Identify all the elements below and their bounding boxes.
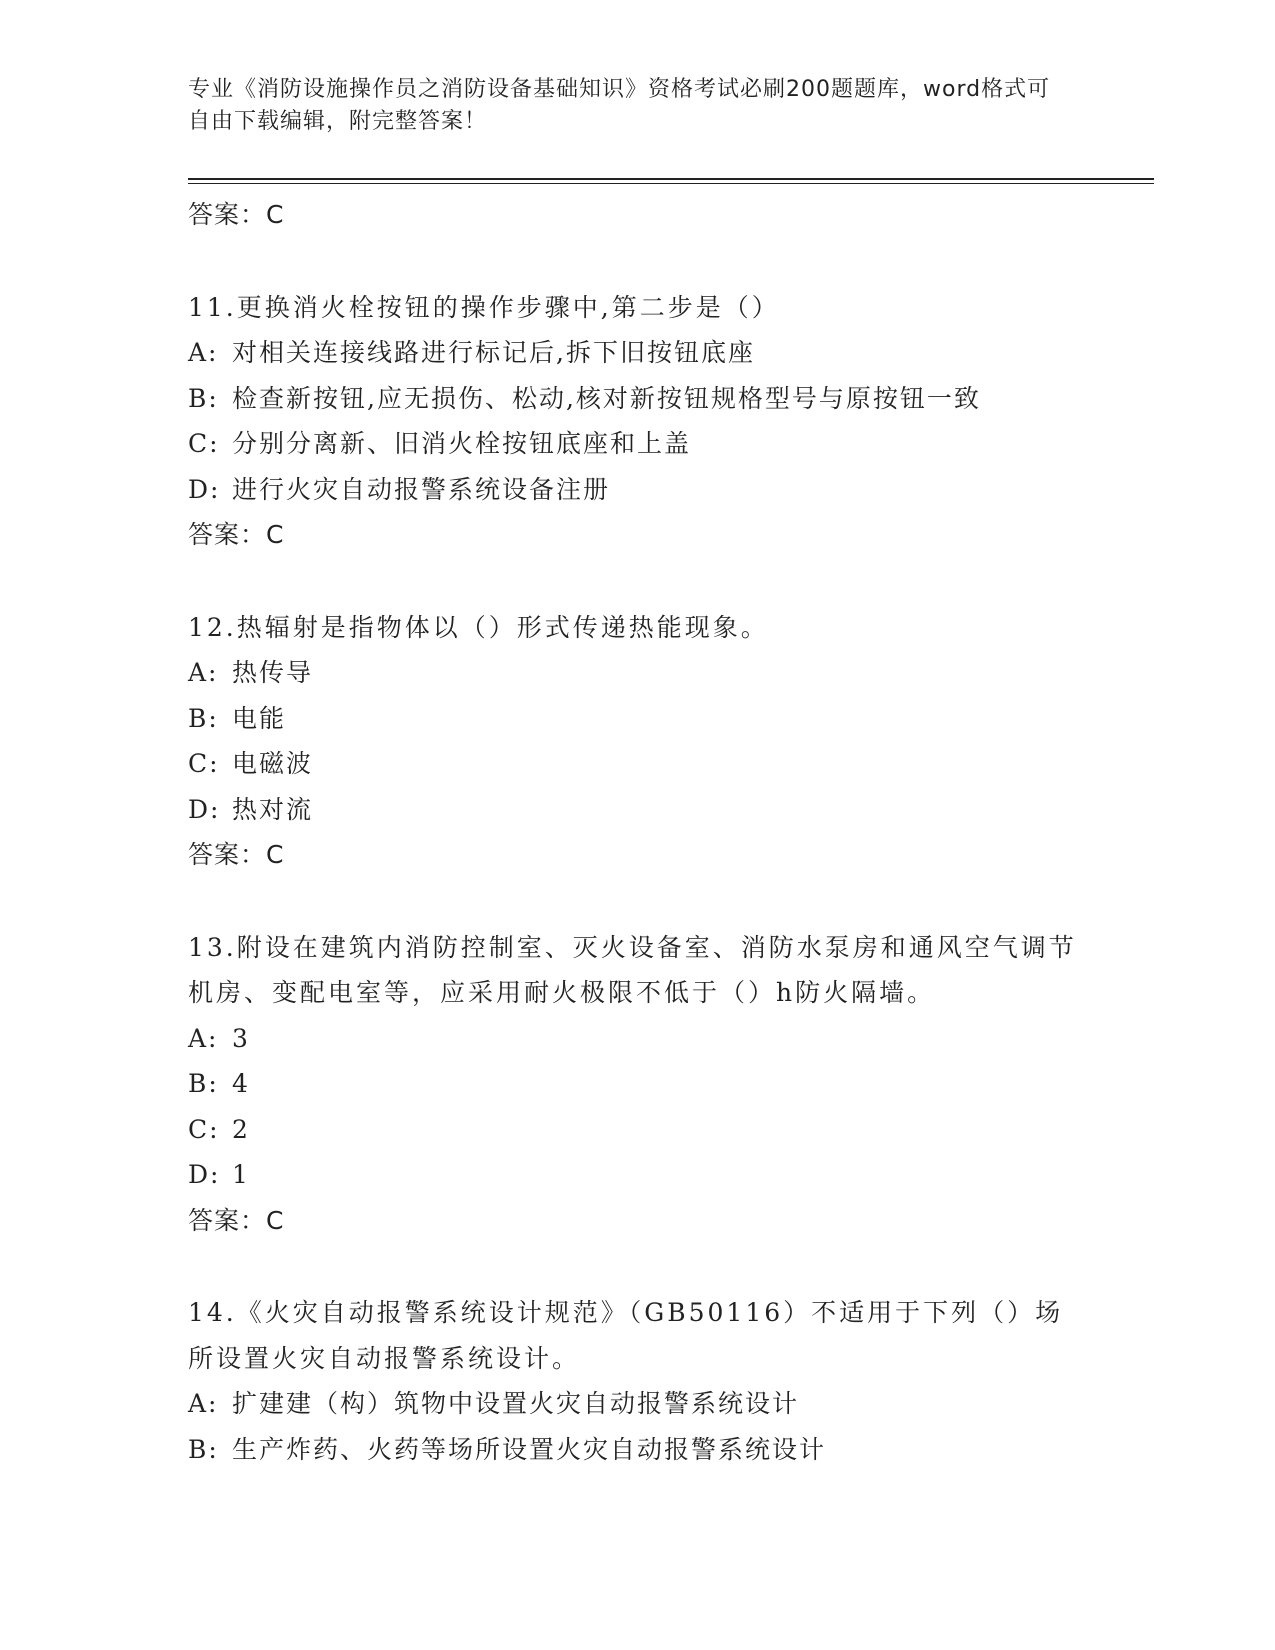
option-key: A: <box>188 1389 219 1418</box>
option-a <box>188 1016 1088 1062</box>
option-text: 3 <box>232 1023 250 1053</box>
question-stem: 14.《火灾自动报警系统设计规范》（GB50116）不适用于下列（）场所设置火灾自动报警系统设计。 <box>188 1298 1064 1373</box>
option-b <box>188 1427 1088 1473</box>
question-list <box>188 192 1088 1472</box>
option-c <box>188 1107 1088 1153</box>
header-rule-thin <box>188 183 1154 184</box>
option-text: 进行火灾自动报警系统设备注册 <box>232 474 611 504</box>
option-d <box>188 1152 1088 1198</box>
option-key: B: <box>188 383 219 413</box>
option-text: 电磁波 <box>232 749 314 778</box>
option-key: A: <box>188 1023 219 1053</box>
option-text: 对相关连接线路进行标记后,拆下旧按钮底座 <box>232 338 755 367</box>
option-key: D: <box>188 1160 221 1189</box>
option-key: A: <box>188 338 219 367</box>
option-a <box>188 650 1088 696</box>
option-text: 电能 <box>232 703 287 733</box>
option-key: C: <box>188 1114 220 1144</box>
page-header: 专业《消防设施操作员之消防设备基础知识》资格考试必刷200题题库，word格式可自由下载编辑，附完整答案！ <box>188 77 1051 134</box>
option-text: 扩建建（构）筑物中设置火灾自动报警系统设计 <box>232 1389 800 1418</box>
answer-line: 答案：C <box>188 840 285 869</box>
option-text: 检查新按钮,应无损伤、松动,核对新按钮规格型号与原按钮一致 <box>232 383 981 413</box>
option-key: D: <box>188 474 221 504</box>
option-text: 1 <box>232 1160 250 1189</box>
option-b <box>188 376 1088 422</box>
option-a <box>188 1381 1088 1427</box>
option-text: 4 <box>232 1069 250 1098</box>
question-stem: 13.附设在建筑内消防控制室、灭火设备室、消防水泵房和通风空气调节机房、变配电室等，应采用耐火极限不低于（）h防火隔墙。 <box>188 932 1077 1007</box>
option-b <box>188 696 1088 742</box>
option-text: 2 <box>232 1114 250 1144</box>
option-key: A: <box>188 658 219 687</box>
option-c <box>188 421 1088 467</box>
header-rule-thick <box>188 178 1154 180</box>
option-a <box>188 330 1088 376</box>
answer-line: 答案：C <box>188 520 285 549</box>
option-key: B: <box>188 1069 219 1098</box>
answer-line: 答案：C <box>188 1205 285 1235</box>
answer-line: 答案：C <box>188 200 285 229</box>
question-stem: 11.更换消火栓按钮的操作步骤中,第二步是（） <box>188 292 780 322</box>
option-key: C: <box>188 429 220 458</box>
option-text: 热对流 <box>232 794 314 824</box>
option-b <box>188 1061 1088 1107</box>
option-d <box>188 467 1088 513</box>
option-text: 热传导 <box>232 658 314 687</box>
option-key: C: <box>188 749 220 778</box>
question-stem: 12.热辐射是指物体以（）形式传递热能现象。 <box>188 612 769 642</box>
option-text: 分别分离新、旧消火栓按钮底座和上盖 <box>232 429 692 458</box>
option-key: B: <box>188 1434 219 1464</box>
option-c <box>188 741 1088 787</box>
option-key: B: <box>188 703 219 733</box>
option-key: D: <box>188 794 221 824</box>
option-text: 生产炸药、火药等场所设置火灾自动报警系统设计 <box>232 1434 827 1464</box>
option-d <box>188 787 1088 833</box>
